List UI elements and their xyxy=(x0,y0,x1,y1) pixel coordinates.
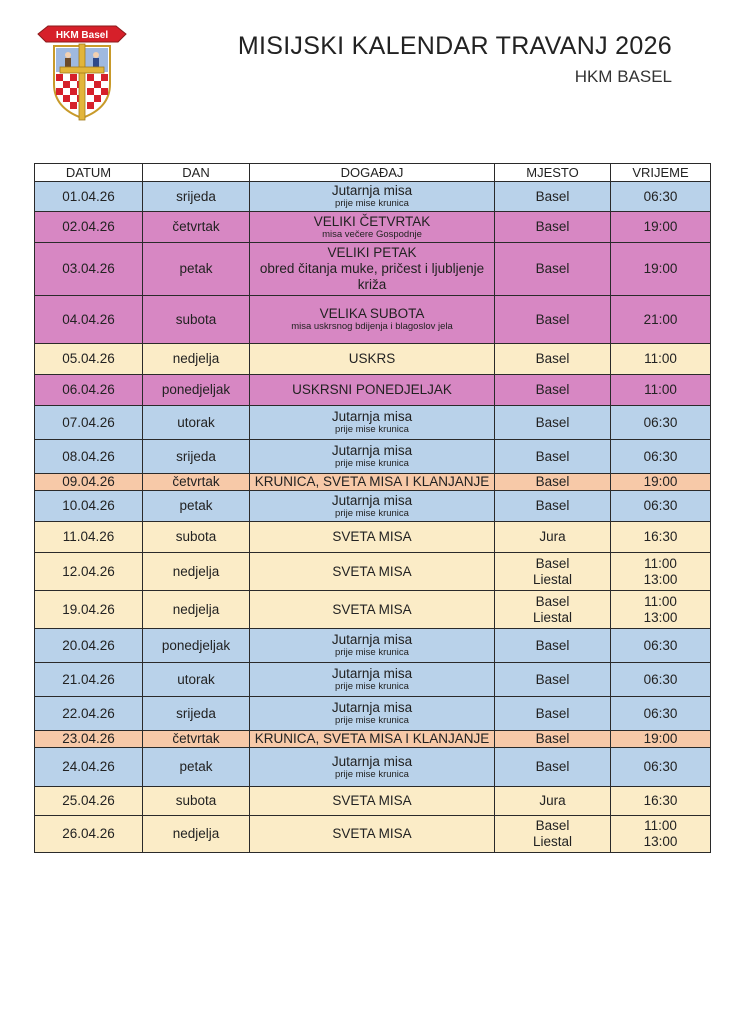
time-value: 21:00 xyxy=(643,311,678,327)
location-cell xyxy=(495,375,611,406)
table-row xyxy=(35,697,711,731)
location-cell xyxy=(495,440,611,474)
event-cell xyxy=(250,553,495,591)
event-title: VELIKI PETAK xyxy=(327,245,417,261)
location-name: Basel xyxy=(535,188,570,204)
time-value: 11:00 xyxy=(644,593,677,609)
location-cell xyxy=(495,522,611,553)
event-title: SVETA MISA xyxy=(332,529,412,545)
event-cell xyxy=(250,296,495,344)
time-value: 11:00 xyxy=(644,382,677,398)
location-name: Basel xyxy=(535,671,570,687)
hkm-basel-logo xyxy=(34,22,130,122)
day-cell: subota xyxy=(143,522,250,553)
table-row xyxy=(35,663,711,697)
location-name: Basel xyxy=(535,414,570,430)
date-cell: 04.04.26 xyxy=(35,296,143,344)
location-cell xyxy=(495,344,611,375)
location-name: Basel xyxy=(535,474,570,490)
day-cell: četvrtak xyxy=(143,474,250,491)
table-row xyxy=(35,440,711,474)
table-row xyxy=(35,212,711,243)
event-note: misa uskrsnog bdijenja i blagoslov jela xyxy=(291,321,453,332)
date-cell: 03.04.26 xyxy=(35,243,143,296)
event-title: SVETA MISA xyxy=(332,601,412,617)
event-cell xyxy=(250,697,495,731)
date-cell: 05.04.26 xyxy=(35,344,143,375)
table-row xyxy=(35,787,711,816)
event-cell xyxy=(250,816,495,853)
time-cell xyxy=(611,816,711,853)
time-cell xyxy=(611,591,711,629)
day-cell: nedjelja xyxy=(143,344,250,375)
event-note: prije mise krunica xyxy=(335,458,409,469)
table-row xyxy=(35,182,711,212)
location-name: Basel xyxy=(535,818,570,834)
date-cell: 07.04.26 xyxy=(35,406,143,440)
day-cell: nedjelja xyxy=(143,591,250,629)
time-value: 11:00 xyxy=(644,818,677,834)
time-cell xyxy=(611,375,711,406)
day-cell: utorak xyxy=(143,663,250,697)
time-cell xyxy=(611,731,711,748)
location-name: Basel xyxy=(535,731,570,747)
location-name: Liestal xyxy=(532,609,573,625)
event-cell xyxy=(250,344,495,375)
time-cell xyxy=(611,629,711,663)
event-cell xyxy=(250,629,495,663)
table-row xyxy=(35,243,711,296)
time-value: 06:30 xyxy=(643,637,678,653)
location-name: Basel xyxy=(535,759,570,775)
location-name: Basel xyxy=(535,382,570,398)
table-row xyxy=(35,731,711,748)
day-cell: ponedjeljak xyxy=(143,375,250,406)
time-value: 11:00 xyxy=(644,555,677,571)
event-note: misa večere Gospodnje xyxy=(322,228,422,240)
event-description: obred čitanja muke, pričest i ljubljenje križa xyxy=(259,261,485,292)
time-value: 19:00 xyxy=(643,731,678,747)
time-value: 16:30 xyxy=(643,793,678,809)
table-row xyxy=(35,748,711,787)
time-value: 19:00 xyxy=(643,261,678,277)
day-cell: četvrtak xyxy=(143,731,250,748)
date-cell: 12.04.26 xyxy=(35,553,143,591)
location-name: Basel xyxy=(535,351,570,367)
event-note: prije mise krunica xyxy=(335,424,409,435)
event-cell xyxy=(250,731,495,748)
event-title: SVETA MISA xyxy=(332,563,412,579)
location-name: Basel xyxy=(535,593,570,609)
location-name: Basel xyxy=(535,311,570,327)
day-cell: subota xyxy=(143,296,250,344)
location-cell xyxy=(495,787,611,816)
location-name: Basel xyxy=(535,705,570,721)
event-title: KRUNICA, SVETA MISA I KLANJANJE xyxy=(254,474,490,490)
location-name: Basel xyxy=(535,555,570,571)
date-cell: 06.04.26 xyxy=(35,375,143,406)
location-cell xyxy=(495,553,611,591)
date-cell: 25.04.26 xyxy=(35,787,143,816)
date-cell: 23.04.26 xyxy=(35,731,143,748)
location-name: Jura xyxy=(539,793,566,809)
location-name: Basel xyxy=(535,261,570,277)
date-cell: 22.04.26 xyxy=(35,697,143,731)
day-cell: srijeda xyxy=(143,697,250,731)
table-row xyxy=(35,816,711,853)
date-cell: 02.04.26 xyxy=(35,212,143,243)
event-cell xyxy=(250,182,495,212)
table-row xyxy=(35,522,711,553)
day-cell: nedjelja xyxy=(143,816,250,853)
coat-of-arms-icon xyxy=(34,22,130,122)
event-title: VELIKA SUBOTA xyxy=(319,306,425,322)
time-value: 06:30 xyxy=(643,759,678,775)
event-title: USKRSNI PONEDJELJAK xyxy=(292,382,452,398)
event-title: USKRS xyxy=(348,351,396,367)
event-cell xyxy=(250,243,495,296)
date-cell: 08.04.26 xyxy=(35,440,143,474)
event-note: prije mise krunica xyxy=(335,768,409,780)
day-cell: petak xyxy=(143,491,250,522)
day-cell: srijeda xyxy=(143,182,250,212)
event-note: prije mise krunica xyxy=(335,681,409,692)
time-value: 13:00 xyxy=(643,571,678,587)
event-cell xyxy=(250,748,495,787)
event-title: Jutarnja misa xyxy=(331,753,413,769)
date-cell: 09.04.26 xyxy=(35,474,143,491)
table-header-row xyxy=(35,164,711,182)
date-cell: 21.04.26 xyxy=(35,663,143,697)
location-cell xyxy=(495,212,611,243)
location-name: Basel xyxy=(535,219,570,235)
location-cell xyxy=(495,748,611,787)
table-row xyxy=(35,406,711,440)
date-cell: 19.04.26 xyxy=(35,591,143,629)
page-title: MISIJSKI KALENDAR TRAVANJ 2026 xyxy=(237,32,672,60)
time-cell xyxy=(611,697,711,731)
location-name: Basel xyxy=(535,637,570,653)
location-cell xyxy=(495,731,611,748)
event-cell xyxy=(250,474,495,491)
event-title: Jutarnja misa xyxy=(331,700,413,716)
event-cell xyxy=(250,491,495,522)
day-cell: petak xyxy=(143,748,250,787)
location-cell xyxy=(495,243,611,296)
day-cell: nedjelja xyxy=(143,553,250,591)
time-cell xyxy=(611,474,711,491)
table-row xyxy=(35,629,711,663)
time-value: 13:00 xyxy=(643,609,678,625)
time-value: 16:30 xyxy=(643,529,678,545)
time-cell xyxy=(611,440,711,474)
event-title: KRUNICA, SVETA MISA I KLANJANJE xyxy=(254,731,490,747)
column-header-vrijeme: VRIJEME xyxy=(611,164,711,182)
time-value: 06:30 xyxy=(643,498,678,514)
location-cell xyxy=(495,182,611,212)
location-cell xyxy=(495,406,611,440)
time-cell xyxy=(611,491,711,522)
time-value: 06:30 xyxy=(643,671,678,687)
day-cell: utorak xyxy=(143,406,250,440)
event-cell xyxy=(250,212,495,243)
date-cell: 11.04.26 xyxy=(35,522,143,553)
page-subtitle: HKM BASEL xyxy=(574,67,672,86)
table-row xyxy=(35,553,711,591)
location-name: Basel xyxy=(535,448,570,464)
location-cell xyxy=(495,816,611,853)
date-cell: 20.04.26 xyxy=(35,629,143,663)
location-cell xyxy=(495,474,611,491)
event-title: Jutarnja misa xyxy=(331,409,413,425)
event-cell xyxy=(250,406,495,440)
time-cell xyxy=(611,212,711,243)
time-cell xyxy=(611,296,711,344)
event-title: SVETA MISA xyxy=(332,826,412,842)
day-cell: petak xyxy=(143,243,250,296)
date-cell: 26.04.26 xyxy=(35,816,143,853)
event-cell xyxy=(250,375,495,406)
time-value: 06:30 xyxy=(643,414,678,430)
event-title: SVETA MISA xyxy=(332,793,412,809)
location-name: Liestal xyxy=(532,834,573,849)
table-row xyxy=(35,474,711,491)
location-name: Jura xyxy=(539,529,566,545)
time-cell xyxy=(611,787,711,816)
table-row xyxy=(35,591,711,629)
day-cell: subota xyxy=(143,787,250,816)
event-title: Jutarnja misa xyxy=(331,443,413,459)
column-header-mjesto: MJESTO xyxy=(495,164,611,182)
event-cell xyxy=(250,522,495,553)
event-cell xyxy=(250,440,495,474)
day-cell: četvrtak xyxy=(143,212,250,243)
time-value: 13:00 xyxy=(643,834,678,849)
event-note: prije mise krunica xyxy=(335,647,409,658)
time-cell xyxy=(611,344,711,375)
time-value: 06:30 xyxy=(643,188,678,204)
column-header-datum: DATUM xyxy=(35,164,143,182)
event-title: Jutarnja misa xyxy=(331,183,413,199)
time-value: 19:00 xyxy=(643,219,678,235)
time-cell xyxy=(611,748,711,787)
date-cell: 24.04.26 xyxy=(35,748,143,787)
event-title: Jutarnja misa xyxy=(331,666,413,682)
location-cell xyxy=(495,591,611,629)
day-cell: ponedjeljak xyxy=(143,629,250,663)
location-cell xyxy=(495,296,611,344)
event-title: VELIKI ČETVRTAK xyxy=(313,213,431,229)
date-cell: 10.04.26 xyxy=(35,491,143,522)
logo-text: HKM Basel xyxy=(55,30,109,41)
column-header-dan: DAN xyxy=(143,164,250,182)
column-header-dogadaj: DOGAĐAJ xyxy=(250,164,495,182)
time-cell xyxy=(611,522,711,553)
time-value: 06:30 xyxy=(643,705,678,721)
event-cell xyxy=(250,591,495,629)
time-cell xyxy=(611,406,711,440)
table-row xyxy=(35,344,711,375)
event-note: prije mise krunica xyxy=(335,507,409,519)
time-cell xyxy=(611,182,711,212)
day-cell: srijeda xyxy=(143,440,250,474)
event-note: prije mise krunica xyxy=(335,715,409,726)
event-title: Jutarnja misa xyxy=(331,632,413,648)
table-row xyxy=(35,491,711,522)
calendar-table xyxy=(34,163,711,853)
location-cell xyxy=(495,697,611,731)
location-cell xyxy=(495,663,611,697)
event-cell xyxy=(250,787,495,816)
time-cell xyxy=(611,663,711,697)
date-cell: 01.04.26 xyxy=(35,182,143,212)
event-cell xyxy=(250,663,495,697)
time-value: 06:30 xyxy=(643,448,678,464)
location-name: Basel xyxy=(535,498,570,514)
location-cell xyxy=(495,491,611,522)
time-value: 11:00 xyxy=(644,351,677,367)
time-value: 19:00 xyxy=(643,474,678,490)
table-row xyxy=(35,375,711,406)
time-cell xyxy=(611,243,711,296)
location-cell xyxy=(495,629,611,663)
calendar-rows xyxy=(35,182,711,853)
time-cell xyxy=(611,553,711,591)
table-row xyxy=(35,296,711,344)
event-note: prije mise krunica xyxy=(335,198,409,209)
event-title: Jutarnja misa xyxy=(331,492,413,508)
location-name: Liestal xyxy=(532,571,573,587)
